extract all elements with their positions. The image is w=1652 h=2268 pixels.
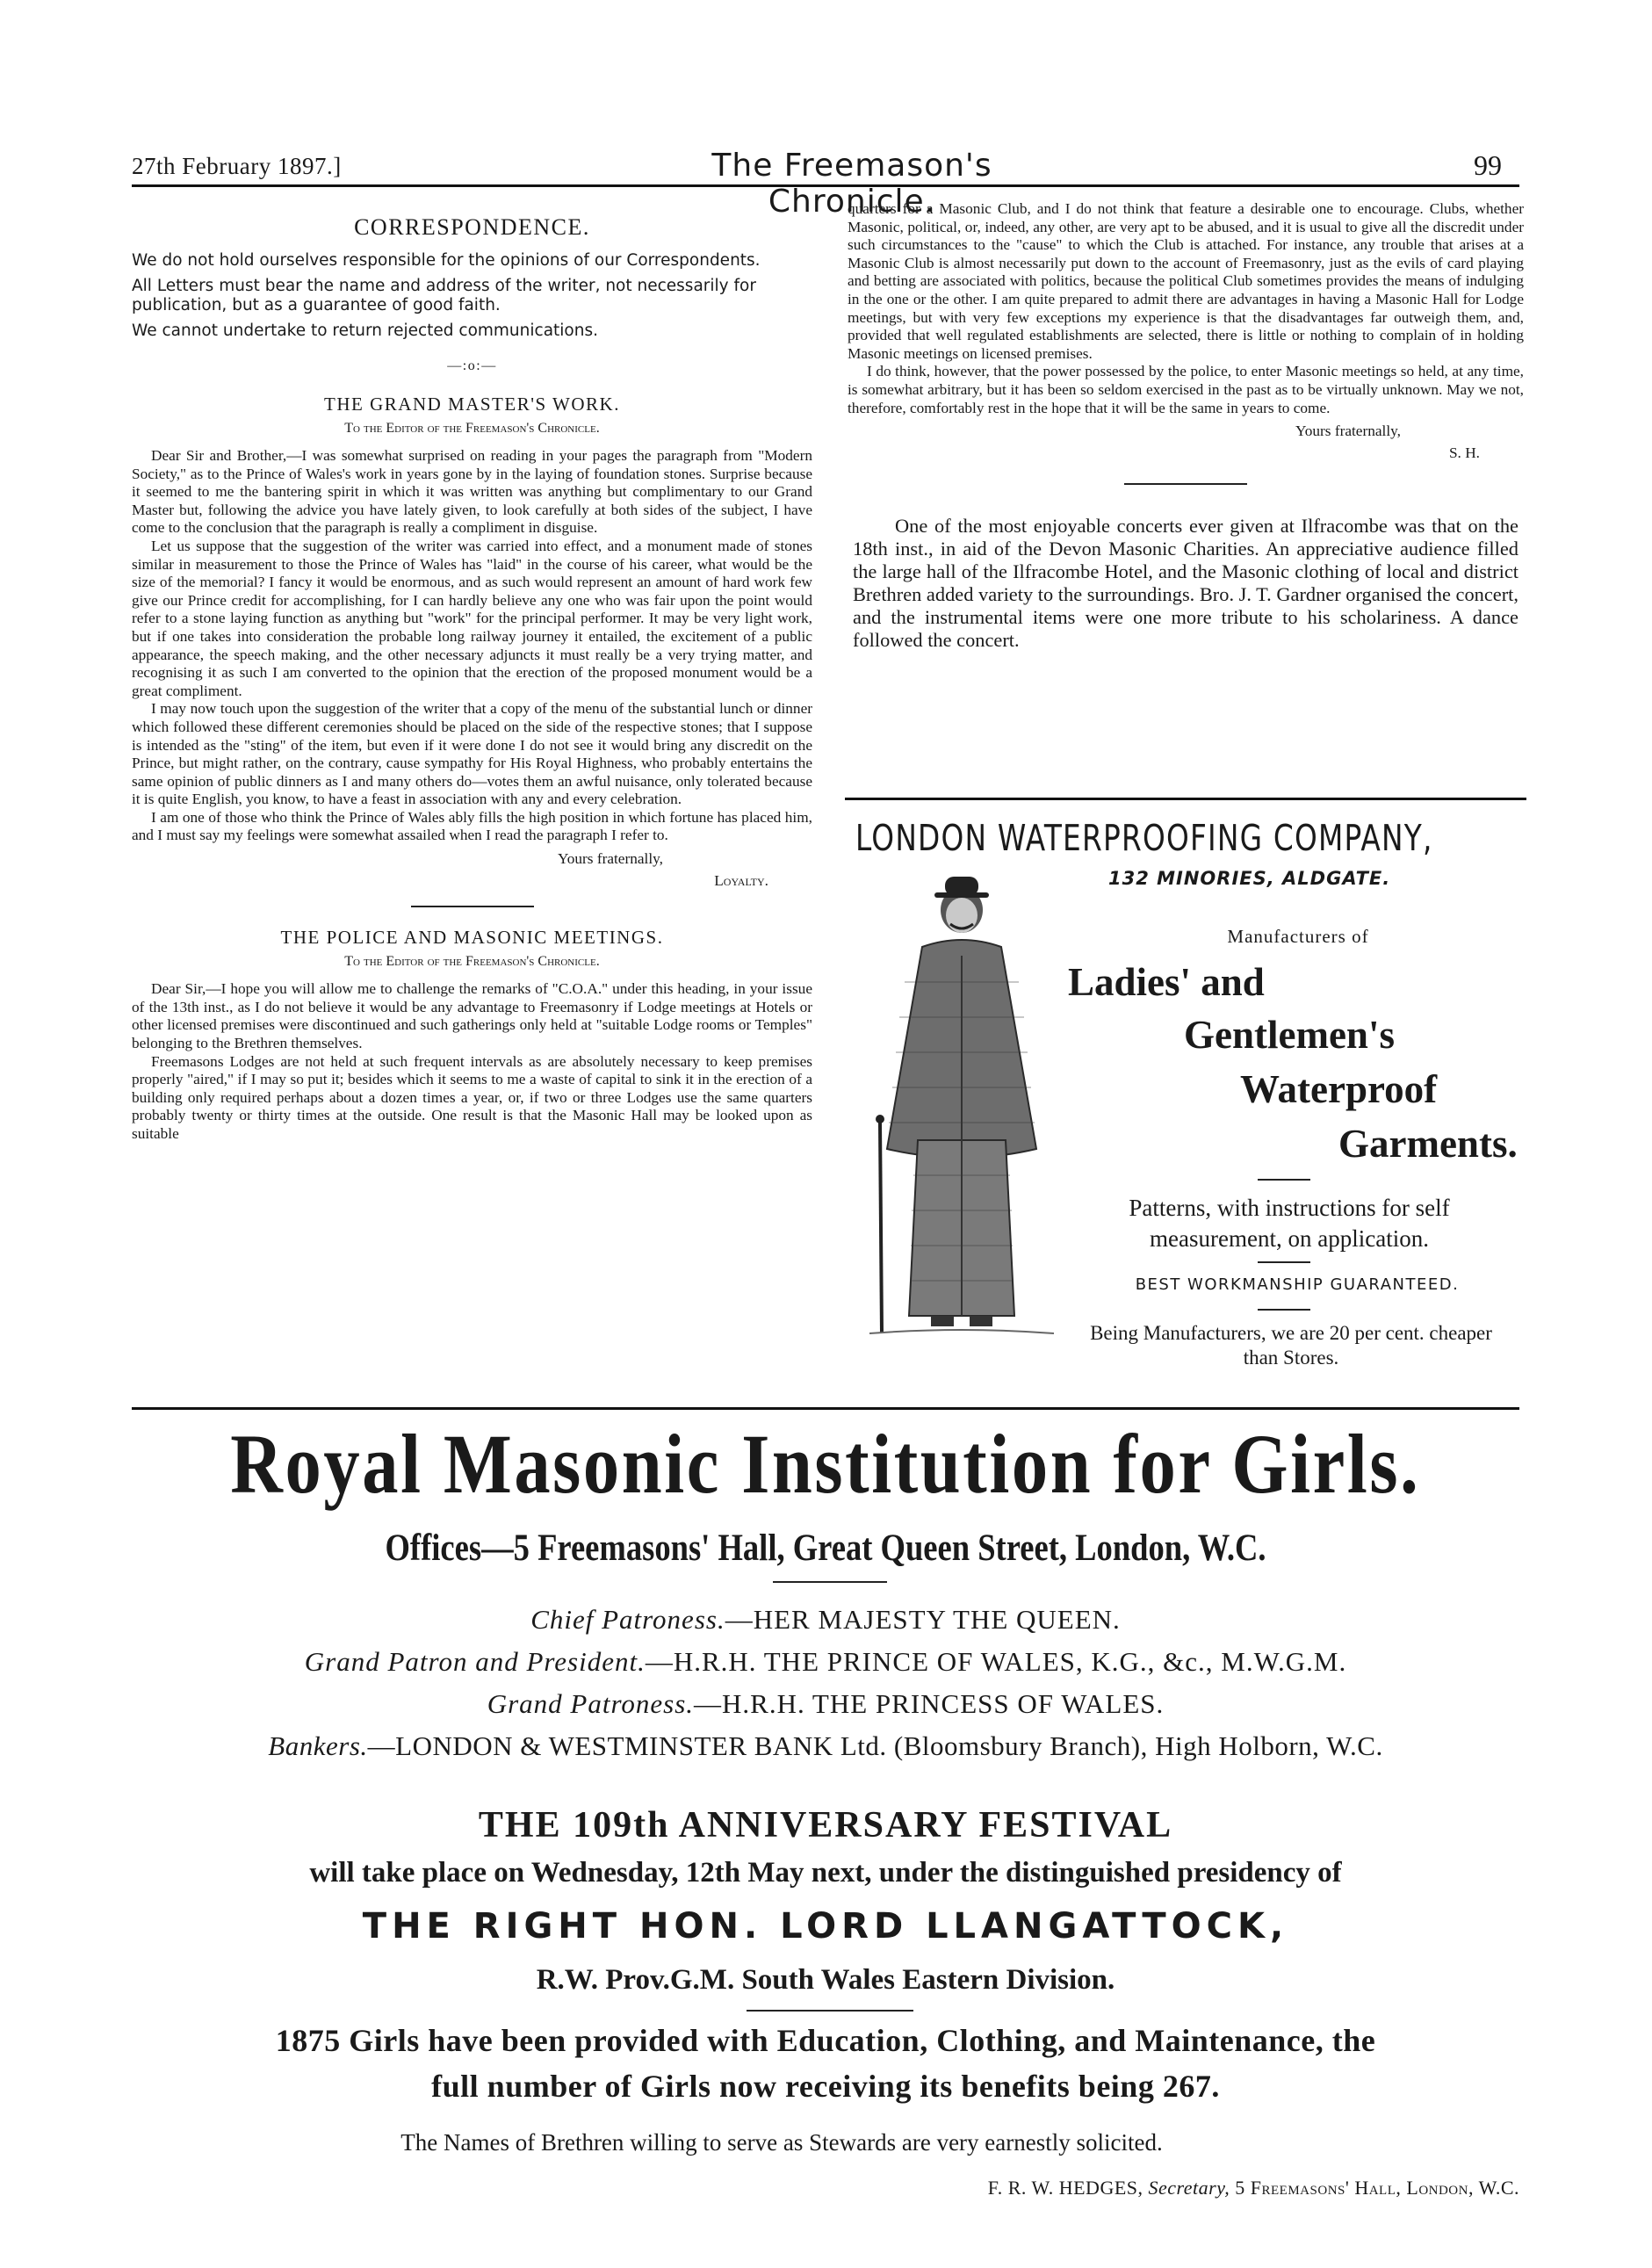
- letter2-closing: Yours fraternally,: [1295, 423, 1401, 440]
- rmig-will-take-place: will take place on Wednesday, 12th May next, under the distinguished presidency of: [309, 1857, 1342, 1889]
- advert-cheaper: Being Manufacturers, we are 20 per cent. cheaper than Stores.: [1090, 1322, 1492, 1369]
- rmig-divider: [773, 1581, 887, 1583]
- letter1-paragraph: I am one of those who think the Prince of Wales ably fills the high position in which fortune has placed him, and I must say my feelings were somewhat assailed when I read the paragraph I refer to.: [132, 808, 812, 844]
- advert-gentlemens: Gentlemen's: [1184, 1013, 1395, 1057]
- letter-divider: [411, 906, 534, 907]
- publication-title: The Freemason's Chronicle.: [711, 148, 992, 220]
- rmig-offices: Offices—5 Freemasons' Hall, Great Queen Street, London, W.C.: [385, 1528, 1266, 1569]
- advert-divider: [1258, 1309, 1310, 1311]
- secretary-title: Secretary,: [1148, 2177, 1230, 2199]
- header-rule: [132, 184, 1519, 187]
- letter1-paragraph: I may now touch upon the suggestion of the writer that a copy of the menu of the substantial lunch or dinner which followed these different ceremonies should be placed on the side of the respective stones; that I suppose is intended as the "sting" of the item, but even if it were done I do not see it would bring any discredit on the Prince, but might rather, on the contrary, cause sympathy for His Royal Highness, who probably entertains the same opinion of public dinners as I and many others do—votes them an awful nuisance, only tolerated because it is quite English, you know, to have a feast in association with any and every celebration.: [132, 700, 812, 808]
- letter1-closing: Yours fraternally,: [558, 850, 663, 868]
- gentleman-cape-figure: [869, 859, 1054, 1351]
- section-separator: —:o:—: [447, 358, 497, 373]
- advert-divider: [1258, 1261, 1310, 1263]
- letter1-body: [132, 447, 812, 845]
- advert-ladies: Ladies' and: [1068, 960, 1265, 1004]
- letter1-to-editor: To the Editor of the Freemason's Chronicle.: [344, 421, 600, 436]
- correspondence-heading: CORRESPONDENCE.: [354, 214, 590, 240]
- grand-patron-value: —H.R.H. THE PRINCE OF WALES, K.G., &c., M.W.G.M.: [645, 1646, 1347, 1677]
- issue-date: 27th February 1897.]: [132, 153, 342, 179]
- advert-manufacturers-of: Manufacturers of: [1227, 926, 1369, 947]
- notice-letters: All Letters must bear the name and address of the writer, not necessarily for publication, but as a guarantee of good faith.: [132, 277, 756, 314]
- left-column: [132, 200, 812, 1144]
- advert-waterproof: Waterproof: [1240, 1067, 1438, 1111]
- advert-divider: [1258, 1179, 1310, 1181]
- advert-garments: Garments.: [1338, 1122, 1518, 1166]
- grand-patron-label: Grand Patron and President.: [304, 1646, 646, 1677]
- rmig-girls-provided: 1875 Girls have been provided with Education, Clothing, and Maintenance, the: [275, 2023, 1376, 2058]
- secretary-address: 5 Freemasons' Hall, London, W.C.: [1235, 2177, 1519, 2199]
- right-column: [848, 200, 1524, 652]
- concert-article: One of the most enjoyable concerts ever given at Ilfracombe was that on the 18th inst., in aid of the Devon Masonic Charities. An appreciative audience filled the large hall of the Ilfracombe Hotel, and the Masonic clothing of local and district Brethren added variety to the surroundings. Bro. J. T. Gardner organised the concert, and the instrumental items were one more tribute to his scholariness. A dance followed the concert.: [853, 515, 1519, 652]
- advert-address: 132 MINORIES, ALDGATE.: [1108, 868, 1391, 889]
- rmig-festival: THE 109th ANNIVERSARY FESTIVAL: [478, 1805, 1173, 1845]
- advert-patterns: Patterns, with instructions for self measurement, on application.: [1129, 1195, 1450, 1252]
- rmig-top-rule: [132, 1407, 1519, 1410]
- letter2-continuation: [848, 200, 1524, 417]
- letter1-paragraph: Dear Sir and Brother,—I was somewhat surprised on reading in your pages the paragraph from "Modern Society," as to the Prince of Wales's work in years gone by in the laying of foundation stones. Surprise because it seemed to me the bantering spirit in which it was written was anything but complimentary to our Grand Master but, following the advice you have lately given, to look carefully at both sides of the subject, I have come to the conclusion that the paragraph is really a compliment in disguise.: [132, 447, 812, 537]
- secretary-name: F. R. W. HEDGES,: [987, 2177, 1143, 2199]
- letter2-continuation-paragraph: quarters for a Masonic Club, and I do not think that feature a desirable one to encourage. Clubs, whether Masonic, political, or, indeed, any other, are very apt to be abused, and it is usual to give all the discredit under such circumstances to the "cause" to which the Club is attached. For instance, any trouble that arises at a Masonic Club is almost necessarily put down to the account of Freemasonry, just as the evils of card playing and betting are associated with politics, because the political Club sometimes provides the means of indulging in the one or the other. I am quite prepared to admit there are advantages in having a Masonic Hall for Lodge meetings, but with very few exceptions my experience is that the disadvantages far outweigh them, and, provided that well regulated establishments are selected, there is little or nothing to complain of in holding Masonic meetings on licensed premises.: [848, 200, 1524, 362]
- advert-company: LONDON WATERPROOFING COMPANY,: [855, 817, 1433, 859]
- gentleman-illustration: [869, 859, 1054, 1351]
- rmig-title-wrap: [132, 1416, 1519, 1513]
- rmig-secretary: [703, 2177, 1519, 2199]
- letter2-signature: S. H.: [1448, 444, 1480, 461]
- advert-best-workmanship: BEST WORKMANSHIP GUARANTEED.: [1135, 1275, 1460, 1294]
- letter2-to-editor: To the Editor of the Freemason's Chronicle.: [344, 954, 600, 970]
- rmig-girls-receiving: full number of Girls now receiving its benefits being 267.: [431, 2069, 1220, 2104]
- article-divider: [1124, 483, 1247, 485]
- rmig-bankers: [132, 1730, 1519, 1762]
- rmig-prov-gm: R.W. Prov.G.M. South Wales Eastern Division.: [536, 1964, 1115, 1996]
- letter2-continuation-paragraph: I do think, however, that the power possessed by the police, to enter Masonic meetings so held, at any time, is somewhat arbitrary, but it has been so seldom exercised in the past as to be virtually unknown. May we not, therefore, comfortably rest in the hope that it will be the same in years to come.: [848, 363, 1524, 416]
- grand-patroness-label: Grand Patroness.: [487, 1688, 695, 1719]
- chief-patroness-value: —HER MAJESTY THE QUEEN.: [725, 1604, 1121, 1635]
- bankers-value: —LONDON & WESTMINSTER BANK Ltd. (Bloomsbury Branch), High Holborn, W.C.: [367, 1730, 1383, 1761]
- bankers-label: Bankers.: [268, 1730, 368, 1761]
- letter2-title: THE POLICE AND MASONIC MEETINGS.: [280, 927, 664, 949]
- rmig-stewards: The Names of Brethren willing to serve as Stewards are very earnestly solicited.: [400, 2129, 1163, 2156]
- letter1-title: THE GRAND MASTER'S WORK.: [324, 394, 620, 415]
- page-number: 99: [1474, 149, 1502, 181]
- letter2-body: [132, 980, 812, 1143]
- rmig-divider: [747, 2010, 913, 2012]
- letter1-paragraph: Let us suppose that the suggestion of the writer was carried into effect, and a monument made of stones similar in measurement to those the Prince of Wales has "laid" in the course of his career, what would be the size of the memorial? I fancy it would be enormous, and as such would represent an amount of hard work few give our Prince credit for accomplishing, for I can hardly believe any one who was fair upon the point would refer to a stone laying function as anything but "work" for the principal performer. It may be very light work, but if one takes into consideration the probable long railway journey it entailed, the excitement of a public appearance, the speech making, and the other necessary adjuncts it must really be a very trying matter, and recognising it as such I am converted to the opinion that the erection of the proposed monument would be a great compliment.: [132, 537, 812, 699]
- running-header: [132, 148, 1519, 220]
- letter2-paragraph: Dear Sir,—I hope you will allow me to challenge the remarks of "C.O.A." under this heading, in your issue of the 13th inst., as I do not believe it would be any advantage to Freemasonry if Lodge meetings at Hotels or other licensed premises were discontinued and such gatherings only held at "suitable Lodge rooms or Temples" belonging to the Brethren themselves.: [132, 980, 812, 1052]
- notice-rejected: We cannot undertake to return rejected communications.: [132, 321, 598, 340]
- rmig-grand-patron: [132, 1646, 1519, 1678]
- letter1-signature: Loyalty.: [714, 871, 768, 889]
- advert-top-rule: [845, 798, 1526, 800]
- waterproofing-advert: [845, 798, 1526, 1395]
- rmig-chief-patroness: [132, 1604, 1519, 1636]
- rmig-grand-patroness: [132, 1688, 1519, 1720]
- rmig-title: Royal Masonic Institution for Girls.: [230, 1417, 1421, 1511]
- rmig-offices-wrap: [132, 1527, 1519, 1570]
- notice-opinions: We do not hold ourselves responsible for the opinions of our Correspondents.: [132, 251, 761, 270]
- letter2-paragraph: Freemasons Lodges are not held at such frequent intervals as are absolutely necessary to keep premises properly "aired," if I may so put it; besides which it seems to me a waste of capital to sink it in the erection of a building only required perhaps about a dozen times a year, or, if two or three Lodges use the same quarters probably twenty or thirty times at the outside. One result is that the Masonic Hall may be looked upon as suitable: [132, 1052, 812, 1142]
- chief-patroness-label: Chief Patroness.: [530, 1604, 725, 1635]
- rmig-lord-llangattock: THE RIGHT HON. LORD LLANGATTOCK,: [362, 1906, 1289, 1947]
- grand-patroness-value: —H.R.H. THE PRINCESS OF WALES.: [694, 1688, 1165, 1719]
